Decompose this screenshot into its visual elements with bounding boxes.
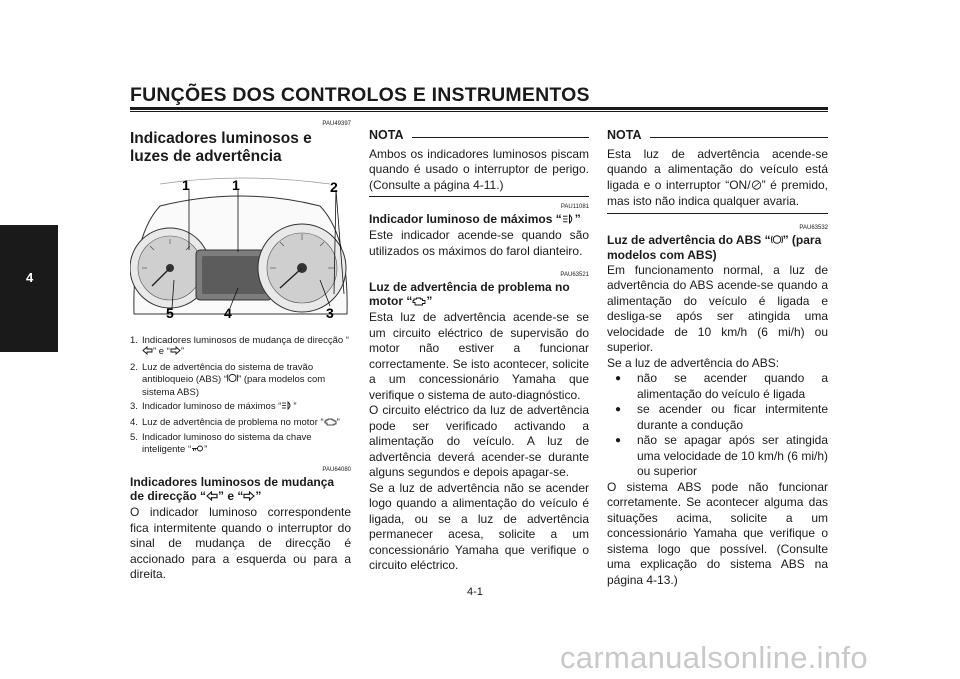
- subsection-heading-abs: Luz de advertência do ABS “ ” (para modelos com ABS): [607, 232, 822, 262]
- abs-icon: [771, 234, 783, 248]
- smart-key-switch-icon: [751, 179, 762, 195]
- reference-code: PAU63532: [799, 224, 828, 231]
- reference-code: PAU49397: [322, 121, 351, 127]
- legend-item: 4. Luz de advertência de problema no motor “ ”: [130, 416, 340, 428]
- callout-1b: 1: [232, 177, 240, 193]
- legend-item: 1. Indicadores luminosos de mudança de direcção “” e “ ”: [130, 334, 350, 357]
- callout-1a: 1: [182, 177, 190, 193]
- bullet-icon: ●: [615, 373, 622, 384]
- figure-legend: [130, 335, 351, 457]
- list-item: ● não se apagar após ser atingida uma velocidade de 10 km/h (6 mi/h) ou superior: [607, 433, 828, 480]
- paragraph: Se a luz de advertência do ABS:: [607, 355, 780, 370]
- paragraph: Este indicador acende-se quando são utilizados os máximos do farol dianteiro.: [369, 228, 589, 258]
- list-item: ● não se acender quando a alimentação do veículo é ligada: [607, 371, 828, 402]
- bullet-icon: ●: [615, 404, 622, 415]
- subsection-heading-engine-trouble: Luz de advertência de problema no motor “ ”: [369, 280, 570, 308]
- smart-key-icon: [191, 444, 204, 457]
- chapter-tab: [0, 225, 58, 352]
- header-rule-thin: [130, 111, 828, 112]
- page-title: FUNÇÕES DOS CONTROLOS E INSTRUMENTOS: [130, 84, 590, 106]
- note-heading: NOTA: [369, 128, 589, 144]
- paragraph: O sistema ABS pode não funcionar corretamente. Se acontecer alguma das situações acima, solicite a um concessionário Yamaha que verifique o sistema logo que possível. (Consulte uma explicação do sistema ABS na página 4-13.): [607, 479, 828, 587]
- page-number: 4-1: [467, 586, 483, 598]
- engine-icon: [412, 295, 426, 309]
- abs-icon: [227, 373, 238, 387]
- note-end-rule: [369, 196, 589, 197]
- note-end-rule: [607, 213, 828, 214]
- column-right: [607, 128, 828, 588]
- chapter-number: 4: [26, 270, 34, 285]
- note-heading: NOTA: [607, 128, 828, 144]
- legend-item: 5. Indicador luminoso do sistema da chave inteligente “ ”: [130, 432, 312, 455]
- note-text: Ambos os indicadores luminosos piscam quando é usado o interruptor de perigo. (Consulte a página 4-11.): [369, 146, 589, 192]
- note-text: Esta luz de advertência acende-se quando a alimentação do veículo está ligada e o interruptor “ON/ ” é premido, mas isto não indica qualquer avaria.: [607, 146, 828, 208]
- paragraph: Se a luz de advertência não se acender logo quando a alimentação do veículo é ligada, ou se a luz de advertência permanecer acesa, solicite a um concessionário Yamaha que verifique o circuito eléctrico.: [369, 480, 589, 572]
- turn-left-icon: [142, 346, 153, 359]
- legend-item: 3. Indicador luminoso de máximos “ ”: [130, 401, 297, 412]
- paragraph: Esta luz de advertência acende-se se um circuito eléctrico de supervisão do motor não estiver a funcionar correctamente. Se isto acontecer, solicite a um concessionário Yamaha que verifique o sistema de auto-diagnóstico.: [369, 310, 589, 402]
- callout-4: 4: [224, 305, 232, 321]
- watermark: carmanualsonline.info: [560, 640, 868, 675]
- turn-right-icon: [243, 490, 255, 504]
- list-item: ● se acender ou ficar intermitente durante a condução: [607, 402, 828, 433]
- engine-icon: [324, 417, 337, 430]
- legend-item: 2. Luz de advertência do sistema de travão antibloqueio (ABS) “ ” (para modelos com sistema ABS): [130, 361, 326, 398]
- section-heading: Indicadores luminosos e luzes de advertência: [130, 130, 312, 165]
- header-rule: [130, 107, 828, 110]
- turn-left-icon: [206, 490, 218, 504]
- reference-code: PAU64080: [322, 467, 351, 473]
- callout-3: 3: [326, 305, 334, 321]
- high-beam-icon: [562, 213, 575, 227]
- instrument-panel-figure: [130, 176, 351, 324]
- paragraph: O indicador luminoso correspondente fica intermitente quando o interruptor do sinal de mudança de direcção é accionado para a esquerda ou para a direita.: [130, 505, 351, 581]
- callout-5: 5: [166, 305, 174, 321]
- bullet-list: [607, 371, 828, 480]
- bullet-icon: ●: [615, 435, 622, 446]
- column-middle: [369, 128, 589, 574]
- paragraph: Em funcionamento normal, a luz de advertência do ABS acende-se quando a alimentação do veículo é ligada e desliga-se após ser atingida uma velocidade de 10 km/h (6 mi/h) ou superior.: [607, 262, 828, 354]
- subsection-heading-turn-signals: Indicadores luminosos de mudança de direcção “ ” e “ ”: [130, 475, 335, 503]
- reference-code: PAU11081: [560, 204, 589, 210]
- reference-code: PAU63521: [560, 272, 589, 278]
- column-left: [130, 118, 351, 583]
- turn-right-icon: [170, 346, 181, 359]
- paragraph: O circuito eléctrico da luz de advertência pode ser verificado activando a alimentação do veículo. A luz de advertência deverá acender-se durante alguns segundos e depois apagar-se.: [369, 403, 589, 479]
- subsection-heading-high-beam: Indicador luminoso de máximos “ ”: [369, 212, 581, 226]
- callout-2: 2: [330, 179, 338, 195]
- high-beam-icon: [281, 401, 293, 414]
